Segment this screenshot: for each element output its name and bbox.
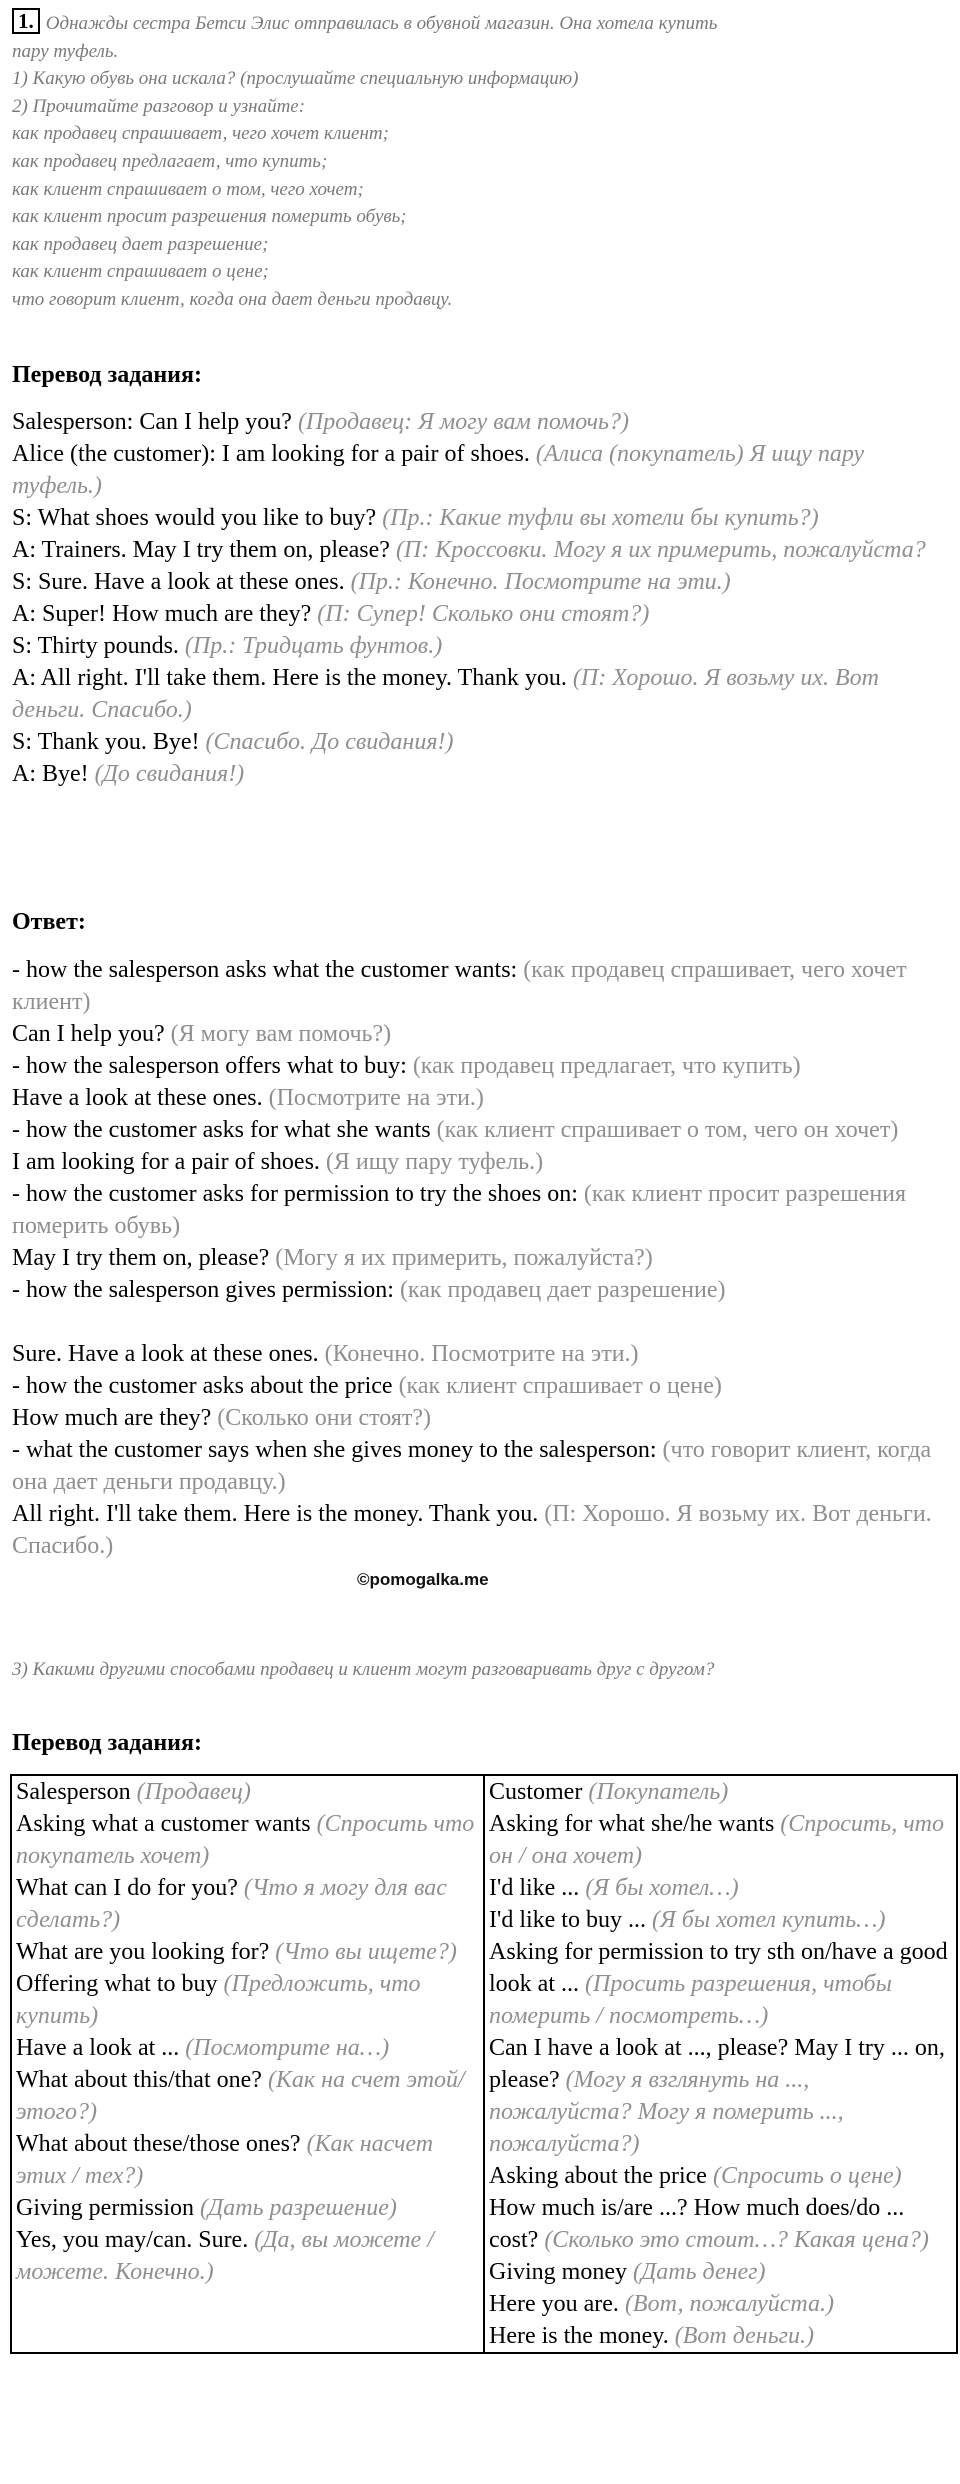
answer-heading: Ответ: [12, 909, 86, 935]
task-line-11: что говорит клиент, когда она дает деньги продавцу. [12, 288, 453, 310]
answer-line: - how the customer asks about the price (как клиент спрашивает о цене) [12, 1373, 722, 1399]
phrase-item: Offering what to buy (Предложить, что купить) [16, 1971, 421, 2029]
answer-line: May I try them on, please? (Могу я их примерить, пожалуйста?) [12, 1245, 653, 1271]
phrase-item: What can I do for you? (Что я могу для вас сделать?) [16, 1875, 447, 1933]
phrase-item: Yes, you may/can. Sure. (Да, вы можете / можете. Конечно.) [16, 2227, 434, 2285]
phrase-item: How much is/are ...? How much does/do ... cost? (Сколько это стоит…? Какая цена?) [489, 2195, 929, 2253]
task-line-5: как продавец спрашивает, чего хочет клиент; [12, 123, 389, 145]
dialogue-line: A: Trainers. May I try them on, please? (П: Кроссовки. Могу я их примерить, пожалуйста? [12, 537, 926, 563]
phrase-item: Asking for what she/he wants (Спросить, что он / она хочет) [489, 1811, 944, 1869]
phrase-item: Salesperson (Продавец) [16, 1779, 251, 1805]
answer-line: All right. I'll take them. Here is the money. Thank you. (П: Хорошо. Я возьму их. Вот деньги. Спасибо.) [12, 1501, 932, 1559]
dialogue-line: A: Bye! (До свидания!) [12, 761, 245, 787]
phrase-item: Here is the money. (Вот деньги.) [489, 2323, 814, 2349]
dialogue-line: S: Thank you. Bye! (Спасибо. До свидания!) [12, 729, 454, 755]
dialogue-line: S: Sure. Have a look at these ones. (Пр.: Конечно. Посмотрите на эти.) [12, 569, 731, 595]
salesperson-column [11, 1775, 484, 2353]
phrase-item: Asking what a customer wants (Спросить что покупатель хочет) [16, 1811, 475, 1869]
answer-line: - what the customer says when she gives money to the salesperson: (что говорит клиент, когда она дает деньги продавцу.) [12, 1437, 932, 1495]
phrase-item: Asking for permission to try sth on/have a good look at ... (Просить разрешения, чтобы померить / посмотреть…) [489, 1939, 948, 2029]
dialogue-line: Salesperson: Can I help you? (Продавец: Я могу вам помочь?) [12, 409, 629, 435]
blank-line [12, 1306, 952, 1338]
phrase-item: Here you are. (Вот, пожалуйста.) [489, 2291, 834, 2317]
phrase-item: Customer (Покупатель) [489, 1779, 729, 1805]
exercise-number: 1. [12, 8, 40, 34]
dialogue-line: S: Thirty pounds. (Пр.: Тридцать фунтов.) [12, 633, 443, 659]
task-line-3: 1) Какую обувь она искала? (прослушайте специальную информацию) [12, 68, 579, 90]
phrase-item: What about these/those ones? (Как насчет этих / тех?) [16, 2131, 434, 2189]
phrase-item: Have a look at ... (Посмотрите на…) [16, 2035, 390, 2061]
customer-column [484, 1775, 957, 2353]
answer-line: - how the salesperson gives permission: (как продавец дает разрешение) [12, 1277, 726, 1303]
answer-line: - how the salesperson asks what the customer wants: (как продавец спрашивает, чего хочет клиент) [12, 957, 907, 1015]
dialogue-line: A: All right. I'll take them. Here is the money. Thank you. (П: Хорошо. Я возьму их. Вот деньги. Спасибо.) [12, 665, 879, 723]
answer-line: Sure. Have a look at these ones. (Конечно. Посмотрите на эти.) [12, 1341, 639, 1367]
answer [12, 954, 952, 1562]
answer-line: I am looking for a pair of shoes. (Я ищу пару туфель.) [12, 1149, 544, 1175]
phrase-table [10, 1774, 958, 2354]
answer-line: Can I help you? (Я могу вам помочь?) [12, 1021, 392, 1047]
task-line-1: 1. Однажды сестра Бетси Элис отправилась в обувной магазин. Она хотела купить [12, 8, 942, 38]
translation-heading: Перевод задания: [12, 362, 202, 388]
answer-line: Have a look at these ones. (Посмотрите на эти.) [12, 1085, 484, 1111]
table-heading: Перевод задания: [12, 1730, 202, 1756]
question-3: 3) Какими другими способами продавец и клиент могут разговаривать друг с другом? [12, 1659, 715, 1680]
phrase-item: Giving money (Дать денег) [489, 2259, 766, 2285]
phrase-item: Can I have a look at ..., please? May I try ... on, please? (Могу я взглянуть на ..., пожалуйста? Могу я померить ..., пожалуйста?) [489, 2035, 945, 2157]
dialogue-line: A: Super! How much are they? (П: Супер! Сколько они стоят?) [12, 601, 650, 627]
dialogue-line: S: What shoes would you like to buy? (Пр.: Какие туфли вы хотели бы купить?) [12, 505, 819, 531]
task-line-8: как клиент просит разрешения померить обувь; [12, 206, 407, 228]
task-line-2: пару туфель. [12, 40, 119, 62]
phrase-item: What about this/that one? (Как на счет этой/этого?) [16, 2067, 465, 2125]
task-line-10: как клиент спрашивает о цене; [12, 261, 269, 283]
answer-line: How much are they? (Сколько они стоят?) [12, 1405, 431, 1431]
answer-line: - how the customer asks for what she wants (как клиент спрашивает о том, чего он хочет) [12, 1117, 899, 1143]
task-line-9: как продавец дает разрешение; [12, 233, 269, 255]
task-statement [12, 8, 942, 314]
phrase-item: I'd like to buy ... (Я бы хотел купить…) [489, 1907, 886, 1933]
task-line-4: 2) Прочитайте разговор и узнайте: [12, 95, 306, 117]
task-line-7: как клиент спрашивает о том, чего хочет; [12, 178, 364, 200]
answer-line: - how the customer asks for permission to try the shoes on: (как клиент просит разрешения померить обувь) [12, 1181, 907, 1239]
dialogue-line: Alice (the customer): I am looking for a pair of shoes. (Алиса (покупатель) Я ищу пару туфель.) [12, 441, 865, 499]
phrase-item: I'd like ... (Я бы хотел…) [489, 1875, 739, 1901]
watermark: ©pomogalka.me [357, 1570, 489, 1589]
phrase-item: What are you looking for? (Что вы ищете?) [16, 1939, 457, 1965]
answer-line: - how the salesperson offers what to buy: (как продавец предлагает, что купить) [12, 1053, 801, 1079]
dialogue [12, 406, 952, 790]
phrase-item: Giving permission (Дать разрешение) [16, 2195, 397, 2221]
phrase-item: Asking about the price (Спросить о цене) [489, 2163, 902, 2189]
task-line-6: как продавец предлагает, что купить; [12, 150, 328, 172]
